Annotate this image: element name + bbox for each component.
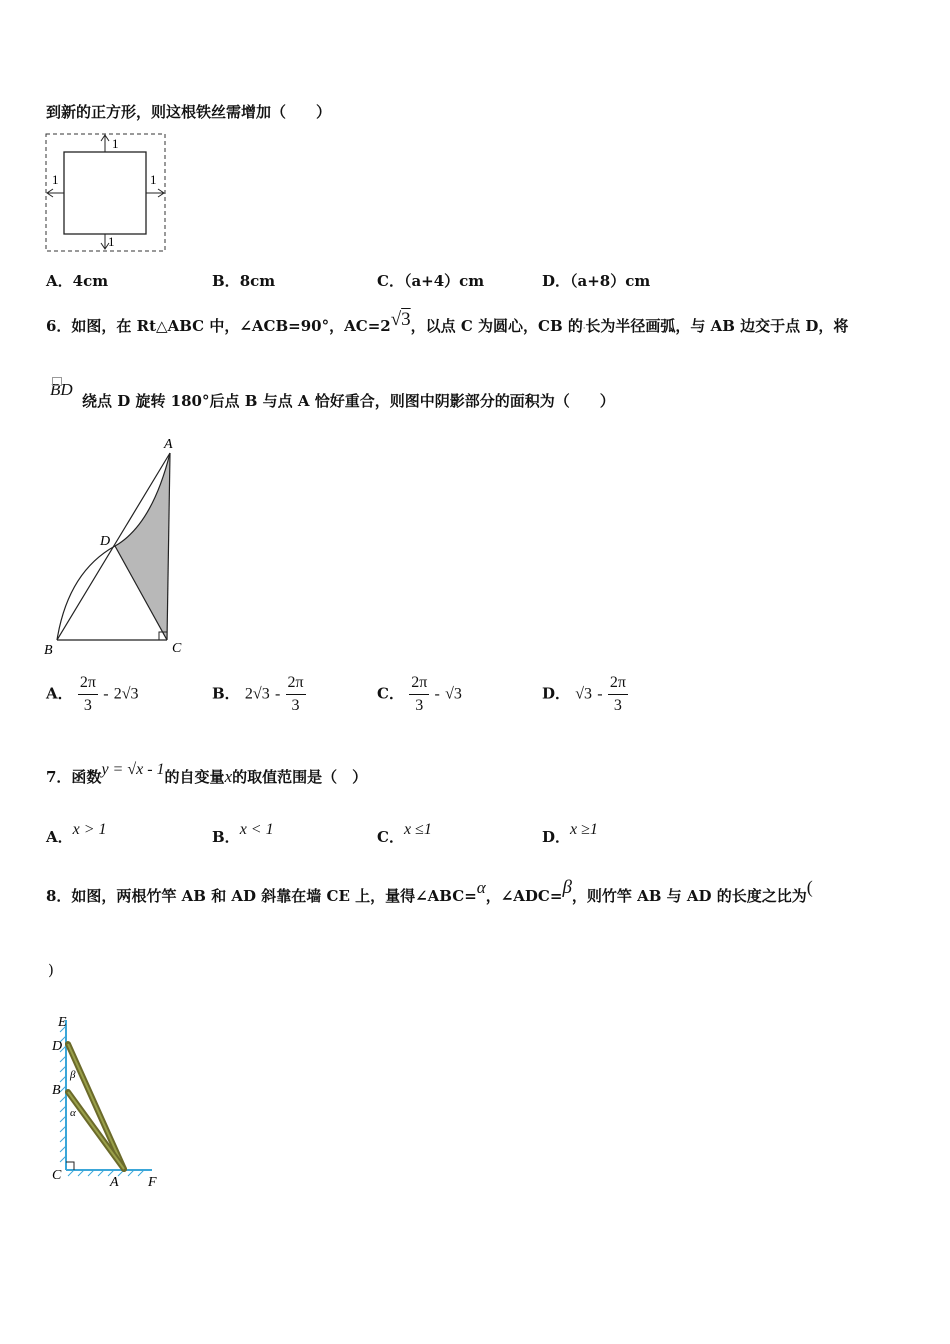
q5-label-right: 1 (150, 172, 157, 187)
q8-label-f: F (148, 1175, 157, 1190)
q6-option-c[interactable]: C． $\frac{2\pi}{3}$ - √3 (377, 674, 462, 714)
q6-option-b[interactable]: B． 2√3 - $\frac{2\pi}{3}$ (212, 674, 304, 714)
q6-line2: 绕点 D 旋转 180°后点 B 与点 A 恰好重合，则图中阴影部分的面积为（ ） (82, 392, 615, 410)
q5-option-d[interactable]: D．（a+8）cm (542, 272, 651, 290)
q5-stem: 到新的正方形，则这根铁丝需增加（ ） (46, 103, 332, 121)
q7-option-d[interactable]: D．x ≥1 (542, 821, 598, 846)
q6-triangle-figure (40, 432, 200, 658)
q8-label-e: E (58, 1015, 67, 1030)
q5-inner-square (64, 152, 146, 234)
q8-label-c: C (52, 1168, 62, 1183)
q8-label-alpha: α (70, 1107, 76, 1119)
q5-label-top: 1 (112, 136, 119, 151)
q8-label-b: B (52, 1083, 61, 1098)
q7-formula: y = √x - 1 (101, 761, 165, 778)
q7-option-a[interactable]: A．x > 1 (46, 821, 107, 846)
q6-arc-bd: BD (50, 380, 73, 400)
q6-label-a: A (164, 437, 173, 452)
q6-option-a[interactable]: A． $\frac{2\pi}{3}$ - 2√3 (46, 674, 139, 714)
q6-line1: 6．如图，在 Rt△ABC 中，∠ACB=90°，AC=2√3，以点 C 为圆心，CB 的·长为半径画弧，与 AB 边交于点 D，将 (46, 309, 849, 335)
q5-label-bottom: 1 (108, 234, 115, 249)
q8-label-d: D (52, 1039, 63, 1054)
q7-option-c[interactable]: C．x ≤1 (377, 821, 432, 846)
q8-close-paren: ) (48, 961, 54, 979)
q5-square-figure (44, 130, 168, 254)
q5-label-left: 1 (52, 172, 59, 187)
q7-option-b[interactable]: B．x < 1 (212, 821, 274, 846)
q6-option-d[interactable]: D． √3 - $\frac{2\pi}{3}$ (542, 674, 626, 714)
q7-stem: 7．函数y = √x - 1的自变量x的取值范围是（ ） (46, 761, 368, 786)
q5-option-a[interactable]: A．4cm (46, 272, 109, 290)
q8-bamboo-figure (44, 1012, 174, 1192)
q6-label-b: B (44, 643, 53, 658)
q6-label-c: C (172, 641, 182, 656)
q8-stem: 8．如图，两根竹竿 AB 和 AD 斜靠在墙 CE 上，量得∠ABC=α，∠ADC=β，则竹竿 AB 与 AD 的长度之比为( (46, 877, 813, 905)
q5-option-c[interactable]: C．（a+4）cm (377, 272, 485, 290)
q6-label-d: D (100, 534, 111, 549)
q8-label-a: A (110, 1175, 119, 1190)
q5-option-b[interactable]: B．8cm (212, 272, 276, 290)
q8-label-beta: β (70, 1069, 76, 1081)
